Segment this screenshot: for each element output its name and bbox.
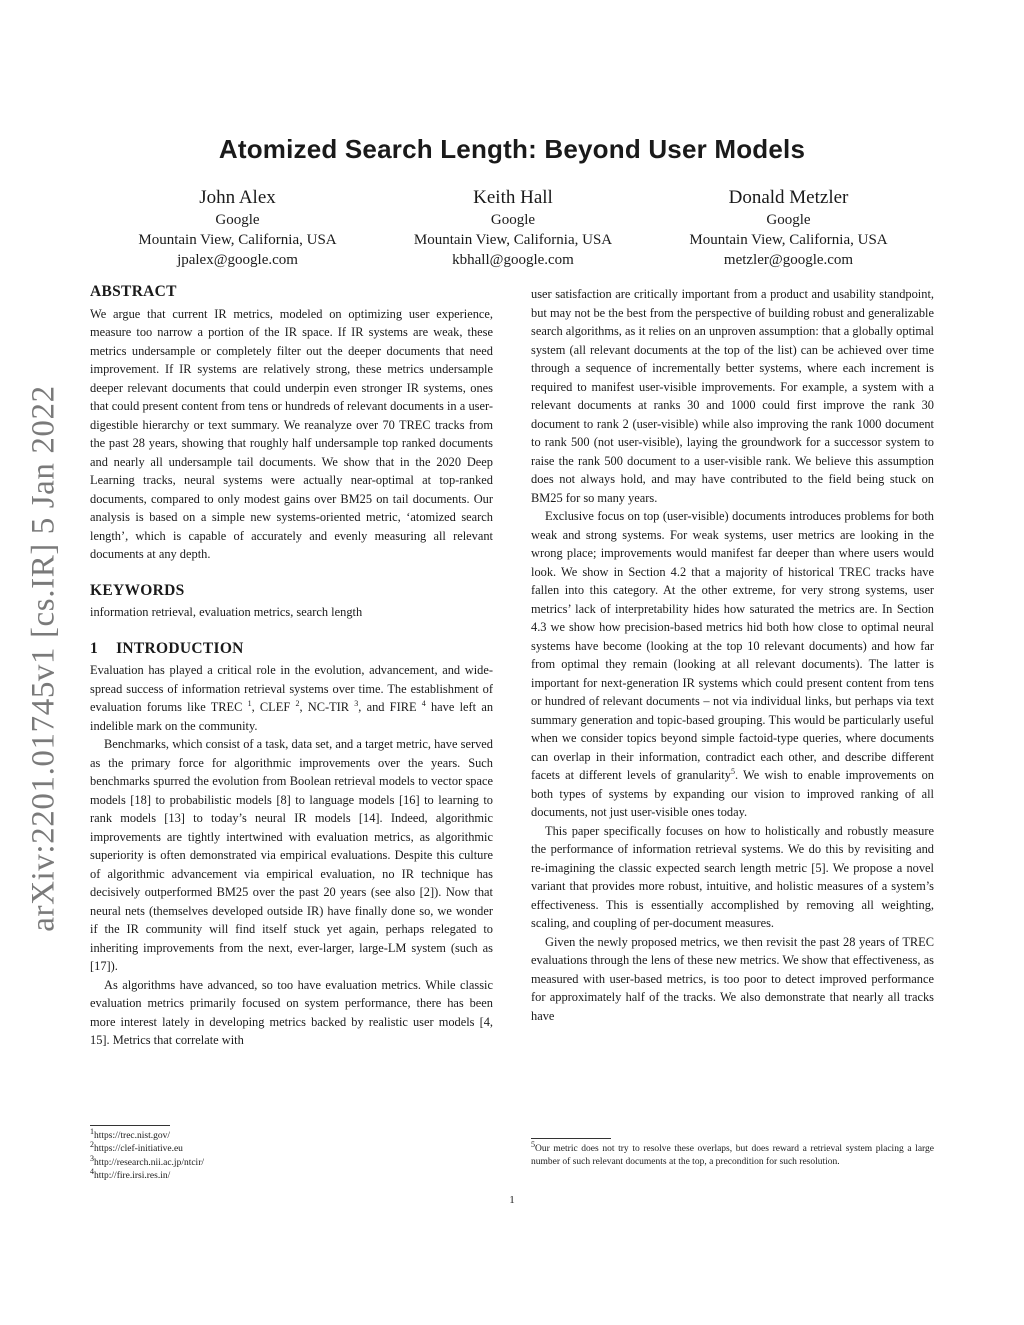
footnote-ref-4: 4	[421, 698, 426, 708]
introduction-heading	[90, 640, 493, 659]
text-run: , and FIRE	[358, 700, 422, 714]
footnote-ref-3: 3	[354, 698, 359, 708]
right-paragraph-4: Given the newly proposed metrics, we then revisit the past 28 years of TREC evaluations through the lens of these new metrics. We show that effectiveness, as measured with user-based metrics, is too poor to detect improved performance for approximately half of the tracks. We also demonstrate that nearly all tracks have	[531, 934, 934, 1023]
author-2	[376, 186, 651, 270]
arxiv-identifier-text: arXiv:2201.01745v1 [cs.IR] 5 Jan 2022	[25, 384, 62, 932]
footnote-mark: 2	[90, 1140, 94, 1150]
text-run: have left an indelible mark on the community.	[90, 700, 494, 733]
footnote-3	[90, 1153, 493, 1170]
author-name: Donald Metzler	[728, 187, 849, 208]
footnote-ref-2: 2	[295, 698, 300, 708]
footnote-ref-1: 1	[247, 698, 252, 708]
author-email: kbhall@google.com	[452, 252, 574, 268]
footnote-rule	[90, 1125, 170, 1126]
footnote-rule	[531, 1138, 611, 1139]
footnote-2	[90, 1140, 493, 1156]
footnote-mark: 1	[90, 1126, 94, 1136]
left-column	[90, 283, 493, 1050]
author-affiliation: Google	[215, 212, 260, 228]
abstract-heading: ABSTRACT	[90, 283, 177, 300]
abstract-text: We argue that current IR metrics, modeled on optimizing user experience, measure too narrow a portion of the IR space. If IR systems are weak, these metrics undersample or completely filter out the deeper documents that need improvement. If IR systems are relatively strong, these metrics undersample deeper relevant documents that could underpin even stronger IR systems, ones that could present content from tens or hundreds of relevant documents in a user-digestible hierarchy or text summary. We reanalyze over 70 TREC tracks from the past 28 years, showing that roughly half undersample top ranked documents and nearly all undersample tail documents. We show that in the 2020 Deep Learning tracks, neural systems were actually near-optimal at top-ranked documents, compared to only modest gains over BM25 on tail documents. Our analysis is based on a simple new systems-oriented metric, ‘atomized search length’, which is capable of accurately and evenly measuring all relevant documents at any depth.	[90, 306, 493, 561]
right-paragraph-2	[531, 507, 934, 822]
footnote-ref-5: 5	[730, 766, 735, 776]
author-affiliation: Google	[490, 212, 536, 228]
footnotes-left	[90, 1125, 493, 1183]
keywords-heading: KEYWORDS	[90, 581, 185, 599]
footnote-mark: 4	[90, 1166, 94, 1176]
intro-paragraph-1	[90, 661, 493, 735]
section-number: 1	[90, 639, 99, 657]
footnote-text: https://trec.nist.gov/	[94, 1131, 170, 1141]
text-run: Exclusive focus on top (user-visible) documents introduces problems for both weak and strong systems. For weak systems, user metrics are looking in the wrong place; improvements would manifest far deeper than where users would look. We show in Section 4.2 that a majority of historical TREC tracks have fallen into this category. At the other extreme, for very strong systems, user metrics’ lack of interpretability hides how saturated the metrics are. In Section 4.3 we show how precision-based metrics hid both how close to optimal neural systems have become (looking at the top 10 relevant documents) and how far from optimal they remain (looking at all relevant documents). The latter is important for next-generation IR systems which could present content from tens or hundred of relevant documents – not via individual links, but perhaps via text summary generation and topic-based grouping. This would be particularly useful when we consider topics beyond simple factoid-type queries, where documents can overlap in their information, contradict each other, and describe different facets at different levels of granularity	[531, 509, 934, 782]
keywords-text: information retrieval, evaluation metrics, search length	[90, 605, 363, 619]
intro-paragraph-2: Benchmarks, which consist of a task, data set, and a target metric, have served as the primary force for algorithmic improvements over the years. Such benchmarks spurred the evolution from Boolean retrieval models to vector space models [18] to probabilistic models [8] to language models [16] to learning to rank models [13] to today’s neural IR models [14]. Indeed, algorithmic improvements are tightly intertwined with evaluation metrics, as algorithmic superiority is often demonstrated via empirical evaluations. Despite this culture of algorithmic advancement via empirical evaluation, no IR technique has decisively outperformed BM25 over the past 20 years (see also [2]). Now that neural nets (themselves developed outside IR) have finally done so, we wonder if the IR community will find itself stuck yet again, perhaps relegated to inheriting improvements from the next, ever-larger, large-LM system (such as [17]).	[90, 737, 493, 973]
text-run: . We wish to enable improvements on both types of systems by expanding our vision to improved ranking of all documents, not just user-visible ones today.	[531, 768, 934, 819]
author-location: Mountain View, California, USA	[413, 232, 613, 248]
author-name: John Alex	[199, 187, 276, 208]
author-location: Mountain View, California, USA	[138, 232, 337, 248]
author-3	[651, 186, 926, 270]
intro-paragraph-3: As algorithms have advanced, so too have evaluation metrics. While classic evaluation metrics primarily focused on system performance, there has been more interest lately in developing metrics backed by realistic user models [4, 15]. Metrics that correlate with	[90, 977, 493, 1047]
author-affiliation: Google	[766, 212, 811, 228]
right-paragraph-1: user satisfaction are critically important from a product and usability standpoint, but may not be the best from the perspective of building robust and generalizable search algorithms, as it relies on an unproven assumption: that a globally optimal system (all relevant documents at the top of the list) can be achieved over time through a sequence of incrementally better systems, where each increment is required to manifest user-visible improvements. For example, a system with a relevant documents at ranks 30 and 1000 could first improve the rank 30 document to rank 2 (user-visible) while also improving the rank 1000 document to rank 500 (not user-visible), laying the groundwork for a successor system to raise the rank 500 document to a user-visible rank. We believe this assumption does not always hold, and may have contributed to the field being stuck on BM25 for so many years.	[531, 287, 934, 505]
right-paragraph-3: This paper specifically focuses on how to holistically and robustly measure the performance of information retrieval systems. We do this by revisiting and re-imagining the classic expected search length metric [5]. We propose a novel variant that provides more robust, intuitive, and holistic measures of a system’s effectiveness. This is essentially accomplished by removing all weighting, scaling, and coupling of per-document measures.	[531, 823, 934, 930]
section-title: INTRODUCTION	[116, 639, 244, 657]
text-run: , CLEF	[251, 700, 296, 714]
arxiv-identifier-stamp	[22, 378, 66, 938]
footnote-text: https://clef-initiative.eu	[94, 1144, 183, 1155]
author-location: Mountain View, California, USA	[689, 232, 888, 248]
page-number: 1	[509, 1194, 515, 1206]
author-email: jpalex@google.com	[177, 252, 298, 268]
text-run: Evaluation has played a critical role in the evolution, advancement, and wide-spread success of information retrieval systems over time. The establishment of evaluation forums like TREC	[90, 663, 493, 714]
footnote-text: http://fire.irsi.res.in/	[94, 1170, 171, 1181]
footnote-mark: 3	[90, 1153, 94, 1163]
footnote-1	[90, 1126, 493, 1143]
footnotes-right	[531, 1138, 934, 1170]
author-block	[100, 186, 926, 270]
right-column	[531, 285, 934, 1025]
footnote-text: Our metric does not try to resolve these overlaps, but does reward a retrieval system placing a large number of such relevant documents at the top, a precondition for such resolution.	[531, 1144, 934, 1168]
author-1	[100, 186, 375, 270]
footnote-5	[531, 1139, 934, 1170]
author-email: metzler@google.com	[723, 252, 854, 268]
footnote-text: http://research.nii.ac.jp/ntcir/	[94, 1157, 205, 1168]
text-run: , NC-TIR	[299, 700, 355, 714]
author-name: Keith Hall	[473, 187, 553, 208]
footnote-4	[90, 1166, 493, 1183]
paper-title: Atomized Search Length: Beyond User Models	[218, 134, 806, 164]
footnote-mark: 5	[531, 1139, 535, 1149]
